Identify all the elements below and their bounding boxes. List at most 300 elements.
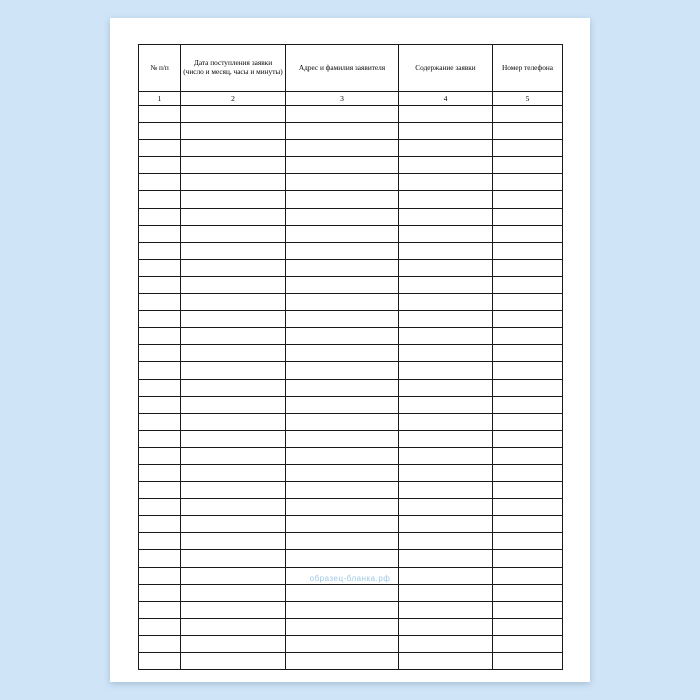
table-cell-col5[interactable] [493,345,563,362]
table-cell-text [286,157,398,173]
table-row[interactable] [139,516,563,533]
table-cell-text [181,414,285,430]
table-cell-col1[interactable] [139,635,181,652]
table-cell-text [399,362,492,378]
table-cell-text [399,533,492,549]
table-cell-text [139,533,180,549]
table-cell-col1[interactable] [139,653,181,670]
table-cell-text [493,431,562,447]
table-row[interactable] [139,328,563,345]
table-cell-col2[interactable] [181,396,286,413]
table-cell-col3[interactable] [286,191,399,208]
table-cell-col2[interactable] [181,653,286,670]
table-cell-text [399,448,492,464]
table-cell-text [139,294,180,310]
table-row[interactable] [139,191,563,208]
table-cell-text [286,123,398,139]
table-cell-col1[interactable] [139,140,181,157]
table-cell-col2[interactable] [181,618,286,635]
table-cell-col2[interactable] [181,516,286,533]
table-cell-col5[interactable] [493,396,563,413]
table-cell-col1[interactable] [139,567,181,584]
table-cell-col4[interactable] [399,276,493,293]
table-cell-col2[interactable] [181,276,286,293]
table-cell-text [493,140,562,156]
table-cell-text [493,636,562,652]
table-cell-col4[interactable] [399,259,493,276]
table-cell-col5[interactable] [493,653,563,670]
table-row[interactable] [139,242,563,259]
table-cell-col1[interactable] [139,225,181,242]
table-cell-col4[interactable] [399,482,493,499]
column-header-address-name: Адрес и фамилия заявителя [286,45,399,92]
table-cell-col1[interactable] [139,106,181,123]
table-cell-col3[interactable] [286,140,399,157]
table-cell-col3[interactable] [286,294,399,311]
table-cell-col2[interactable] [181,106,286,123]
table-cell-text [181,482,285,498]
table-cell-col2[interactable] [181,157,286,174]
table-cell-col1[interactable] [139,550,181,567]
table-cell-col4[interactable] [399,413,493,430]
table-cell-text [181,533,285,549]
table-cell-text [139,328,180,344]
table-cell-col5[interactable] [493,242,563,259]
table-cell-col3[interactable] [286,533,399,550]
table-cell-col5[interactable] [493,447,563,464]
table-cell-col3[interactable] [286,123,399,140]
table-row[interactable] [139,533,563,550]
table-row[interactable] [139,311,563,328]
table-cell-col5[interactable] [493,106,563,123]
table-cell-col4[interactable] [399,328,493,345]
table-row[interactable] [139,447,563,464]
table-cell-text [181,619,285,635]
table-body [139,106,563,670]
table-cell-col2[interactable] [181,174,286,191]
table-cell-col5[interactable] [493,550,563,567]
table-row[interactable] [139,396,563,413]
table-row[interactable] [139,276,563,293]
table-cell-col5[interactable] [493,294,563,311]
table-row[interactable] [139,106,563,123]
table-cell-text [139,123,180,139]
table-cell-col1[interactable] [139,174,181,191]
table-cell-text [399,328,492,344]
table-cell-text [139,602,180,618]
table-cell-text [286,345,398,361]
table-cell-text [139,448,180,464]
table-cell-col4[interactable] [399,464,493,481]
table-cell-text [493,516,562,532]
table-cell-col1[interactable] [139,447,181,464]
table-cell-col2[interactable] [181,601,286,618]
table-cell-col1[interactable] [139,618,181,635]
table-cell-text [399,174,492,190]
table-cell-text [286,448,398,464]
table-cell-col2[interactable] [181,635,286,652]
table-cell-col5[interactable] [493,311,563,328]
table-cell-text [286,380,398,396]
table-cell-text [493,568,562,584]
table-cell-text [139,277,180,293]
table-cell-text [139,260,180,276]
table-cell-col4[interactable] [399,601,493,618]
table-cell-text [399,226,492,242]
table-cell-text [286,294,398,310]
table-cell-col4[interactable] [399,533,493,550]
table-row[interactable] [139,294,563,311]
table-cell-col2[interactable] [181,140,286,157]
table-cell-col2[interactable] [181,447,286,464]
table-cell-col3[interactable] [286,106,399,123]
table-cell-text [181,209,285,225]
table-cell-text [493,260,562,276]
table-cell-text [399,636,492,652]
table-cell-col2[interactable] [181,208,286,225]
table-cell-col3[interactable] [286,174,399,191]
table-cell-text [493,277,562,293]
table-cell-text [139,209,180,225]
table-cell-col2[interactable] [181,345,286,362]
table-cell-col4[interactable] [399,499,493,516]
table-cell-col2[interactable] [181,464,286,481]
table-cell-col1[interactable] [139,276,181,293]
table-cell-text [286,636,398,652]
column-number-3: 3 [286,92,399,106]
table-cell-col3[interactable] [286,208,399,225]
table-row[interactable] [139,174,563,191]
table-cell-col2[interactable] [181,499,286,516]
table-cell-col5[interactable] [493,123,563,140]
table-cell-col3[interactable] [286,464,399,481]
table-cell-text [181,191,285,207]
table-cell-text [181,653,285,669]
table-cell-col4[interactable] [399,567,493,584]
table-cell-text [399,345,492,361]
table-cell-text [139,311,180,327]
table-row[interactable] [139,208,563,225]
table-cell-text [181,568,285,584]
table-cell-col2[interactable] [181,567,286,584]
table-cell-col4[interactable] [399,311,493,328]
table-cell-col1[interactable] [139,584,181,601]
table-cell-text [493,397,562,413]
table-row[interactable] [139,653,563,670]
table-cell-text [181,499,285,515]
table-cell-col2[interactable] [181,413,286,430]
table-row[interactable] [139,345,563,362]
table-cell-col3[interactable] [286,653,399,670]
table-cell-col3[interactable] [286,362,399,379]
table-cell-col3[interactable] [286,413,399,430]
table-row[interactable] [139,157,563,174]
table-cell-text [139,362,180,378]
table-cell-col4[interactable] [399,618,493,635]
table-cell-col3[interactable] [286,157,399,174]
table-cell-col1[interactable] [139,208,181,225]
table-cell-text [399,243,492,259]
table-cell-col3[interactable] [286,516,399,533]
table-cell-text [139,585,180,601]
table-cell-text [181,516,285,532]
table-cell-col4[interactable] [399,123,493,140]
table-cell-col3[interactable] [286,601,399,618]
table-row[interactable] [139,464,563,481]
table-cell-col5[interactable] [493,584,563,601]
table-cell-col4[interactable] [399,140,493,157]
table-row[interactable] [139,499,563,516]
table-cell-text [493,602,562,618]
column-number-5: 5 [493,92,563,106]
table-cell-col3[interactable] [286,396,399,413]
table-cell-text [493,550,562,566]
table-cell-col5[interactable] [493,482,563,499]
table-row[interactable] [139,379,563,396]
table-cell-text [286,243,398,259]
table-cell-text [139,191,180,207]
table-cell-col2[interactable] [181,259,286,276]
table-cell-col2[interactable] [181,294,286,311]
table-cell-col2[interactable] [181,242,286,259]
table-cell-text [286,397,398,413]
table-cell-col5[interactable] [493,328,563,345]
table-cell-col4[interactable] [399,191,493,208]
table-cell-col5[interactable] [493,618,563,635]
table-cell-text [286,653,398,669]
table-row[interactable] [139,140,563,157]
table-cell-col1[interactable] [139,362,181,379]
table-cell-col4[interactable] [399,430,493,447]
table-cell-text [286,602,398,618]
table-cell-text [139,174,180,190]
table-cell-col1[interactable] [139,191,181,208]
table-row[interactable] [139,482,563,499]
table-cell-col1[interactable] [139,345,181,362]
table-cell-col1[interactable] [139,499,181,516]
table-cell-text [493,174,562,190]
table-cell-col1[interactable] [139,123,181,140]
table-cell-col3[interactable] [286,635,399,652]
table-cell-col3[interactable] [286,584,399,601]
table-cell-col3[interactable] [286,225,399,242]
table-cell-text [181,550,285,566]
table-cell-col2[interactable] [181,379,286,396]
table-cell-col5[interactable] [493,499,563,516]
table-row[interactable] [139,584,563,601]
table-cell-col4[interactable] [399,208,493,225]
table-cell-col5[interactable] [493,379,563,396]
table-cell-col3[interactable] [286,311,399,328]
table-cell-col3[interactable] [286,345,399,362]
table-cell-col4[interactable] [399,379,493,396]
table-cell-col4[interactable] [399,447,493,464]
table-cell-col5[interactable] [493,464,563,481]
table-cell-col5[interactable] [493,225,563,242]
table-row[interactable] [139,123,563,140]
table-cell-col1[interactable] [139,533,181,550]
table-cell-col2[interactable] [181,533,286,550]
table-cell-col5[interactable] [493,174,563,191]
table-row[interactable] [139,362,563,379]
table-cell-col3[interactable] [286,447,399,464]
table-cell-text [493,209,562,225]
table-cell-text [286,619,398,635]
table-cell-text [139,465,180,481]
table-cell-col4[interactable] [399,584,493,601]
table-row[interactable] [139,550,563,567]
table-cell-col1[interactable] [139,157,181,174]
table-cell-text [139,431,180,447]
table-cell-text [399,294,492,310]
table-cell-text [286,209,398,225]
column-number-2: 2 [181,92,286,106]
table-cell-text [139,140,180,156]
table-row[interactable] [139,635,563,652]
table-cell-col1[interactable] [139,482,181,499]
table-cell-text [286,328,398,344]
table-cell-col3[interactable] [286,550,399,567]
table-cell-col5[interactable] [493,430,563,447]
journal-table [138,44,563,670]
column-header-request-content: Содержание заявки [399,45,493,92]
table-row[interactable] [139,618,563,635]
table-cell-col4[interactable] [399,106,493,123]
table-cell-col5[interactable] [493,635,563,652]
table-cell-col1[interactable] [139,430,181,447]
table-cell-col2[interactable] [181,123,286,140]
table-cell-text [399,516,492,532]
table-cell-col5[interactable] [493,157,563,174]
table-cell-text [399,499,492,515]
table-cell-text [181,585,285,601]
table-cell-col4[interactable] [399,635,493,652]
table-cell-col2[interactable] [181,311,286,328]
table-cell-text [286,533,398,549]
table-cell-text [399,380,492,396]
table-cell-col4[interactable] [399,396,493,413]
table-cell-text [399,277,492,293]
table-cell-col2[interactable] [181,225,286,242]
table-cell-col3[interactable] [286,242,399,259]
table-cell-col2[interactable] [181,328,286,345]
table-cell-col1[interactable] [139,242,181,259]
table-cell-col4[interactable] [399,653,493,670]
table-cell-col3[interactable] [286,567,399,584]
table-cell-col3[interactable] [286,379,399,396]
table-cell-text [286,311,398,327]
table-cell-text [181,636,285,652]
table-cell-text [286,550,398,566]
table-cell-col3[interactable] [286,430,399,447]
table-cell-col4[interactable] [399,225,493,242]
table-cell-col5[interactable] [493,208,563,225]
table-cell-text [181,397,285,413]
table-cell-col2[interactable] [181,482,286,499]
table-cell-col5[interactable] [493,567,563,584]
table-cell-col2[interactable] [181,550,286,567]
table-row[interactable] [139,430,563,447]
table-cell-col3[interactable] [286,276,399,293]
table-cell-text [181,174,285,190]
table-cell-col5[interactable] [493,362,563,379]
table-cell-text [493,311,562,327]
table-cell-col1[interactable] [139,294,181,311]
table-cell-col3[interactable] [286,328,399,345]
table-cell-col4[interactable] [399,157,493,174]
table-row[interactable] [139,413,563,430]
table-cell-text [399,106,492,122]
table-cell-col5[interactable] [493,533,563,550]
table-cell-col4[interactable] [399,345,493,362]
table-cell-col4[interactable] [399,174,493,191]
table-cell-text [139,345,180,361]
table-cell-text [493,226,562,242]
table-cell-col1[interactable] [139,601,181,618]
table-cell-col3[interactable] [286,259,399,276]
table-cell-col1[interactable] [139,413,181,430]
table-cell-text [181,106,285,122]
table-cell-col5[interactable] [493,191,563,208]
table-cell-text [493,448,562,464]
table-cell-col2[interactable] [181,584,286,601]
table-cell-col4[interactable] [399,550,493,567]
table-cell-text [493,328,562,344]
table-cell-col4[interactable] [399,516,493,533]
table-cell-text [286,174,398,190]
table-cell-col1[interactable] [139,311,181,328]
table-cell-col1[interactable] [139,516,181,533]
table-cell-col2[interactable] [181,362,286,379]
table-cell-text [181,243,285,259]
table-cell-col1[interactable] [139,328,181,345]
table-row[interactable] [139,601,563,618]
table-cell-col5[interactable] [493,276,563,293]
table-cell-text [181,602,285,618]
table-cell-text [139,550,180,566]
table-cell-col3[interactable] [286,482,399,499]
table-cell-col3[interactable] [286,618,399,635]
table-cell-text [286,277,398,293]
table-cell-col2[interactable] [181,430,286,447]
table-cell-col1[interactable] [139,464,181,481]
table-cell-col1[interactable] [139,396,181,413]
table-cell-text [399,123,492,139]
table-cell-col4[interactable] [399,362,493,379]
table-cell-col3[interactable] [286,499,399,516]
column-number-row [139,92,563,106]
table-cell-text [139,482,180,498]
table-cell-col4[interactable] [399,242,493,259]
table-row[interactable] [139,567,563,584]
table-cell-col1[interactable] [139,379,181,396]
table-cell-text [286,106,398,122]
table-cell-text [399,140,492,156]
table-cell-col4[interactable] [399,294,493,311]
table-cell-col5[interactable] [493,413,563,430]
table-cell-text [139,380,180,396]
table-cell-col2[interactable] [181,191,286,208]
table-cell-col5[interactable] [493,259,563,276]
column-number-1: 1 [139,92,181,106]
table-row[interactable] [139,225,563,242]
table-cell-text [493,123,562,139]
table-cell-col1[interactable] [139,259,181,276]
table-cell-col5[interactable] [493,601,563,618]
table-cell-col5[interactable] [493,516,563,533]
table-row[interactable] [139,259,563,276]
table-cell-col5[interactable] [493,140,563,157]
